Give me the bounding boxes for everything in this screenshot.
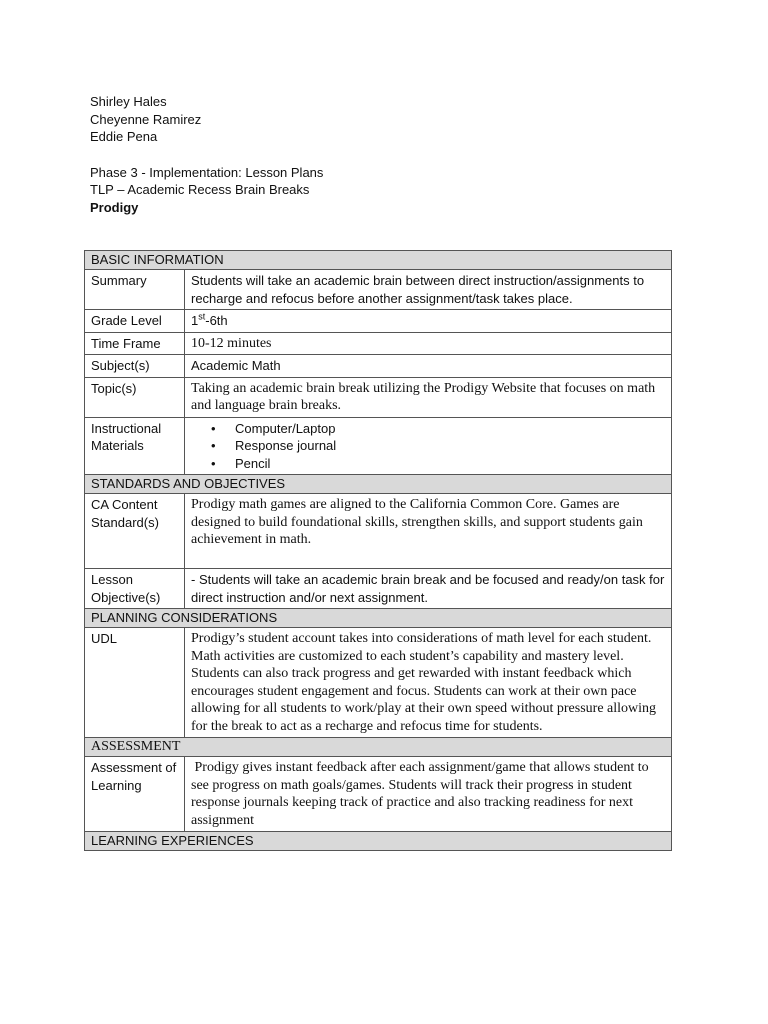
document-title: Prodigy (90, 199, 139, 215)
author-name: Cheyenne Ramirez (90, 111, 202, 127)
table-row (85, 757, 672, 832)
table-row (85, 628, 672, 738)
table-row (85, 377, 672, 417)
table-row (85, 310, 672, 333)
grade-superscript: st (198, 311, 206, 322)
row-label: CA Content Standard(s) (85, 494, 185, 569)
section-header-row (85, 251, 672, 270)
table-row (85, 569, 672, 609)
section-basic-information: BASIC INFORMATION (85, 251, 672, 270)
lesson-plan-table (84, 250, 672, 851)
list-item: • Computer/Laptop (191, 420, 666, 438)
list-item: • Response journal (191, 437, 666, 455)
materials-list (191, 420, 666, 473)
section-assessment: ASSESSMENT (85, 738, 672, 757)
row-value: Prodigy gives instant feedback after each assignment/game that allows student to see progress on math goals/games. Students will track their progress in student response journals keeping track of practice and also tracking readiness for next assignment (185, 757, 672, 832)
section-header-row (85, 738, 672, 757)
section-header-row (85, 475, 672, 494)
row-label: Subject(s) (85, 355, 185, 378)
row-label: Time Frame (85, 332, 185, 355)
row-value: 10-12 minutes (185, 332, 672, 355)
table-row (85, 494, 672, 569)
row-value (185, 417, 672, 475)
row-value: - Students will take an academic brain break and be focused and ready/on task for direct instruction and/or next assignment. (185, 569, 672, 609)
row-value: Prodigy math games are aligned to the California Common Core. Games are designed to build foundational skills, strengthen skills, and support students gain achievement in math. (185, 494, 672, 569)
section-standards-objectives: STANDARDS AND OBJECTIVES (85, 475, 672, 494)
table-row (85, 332, 672, 355)
row-label: Lesson Objective(s) (85, 569, 185, 609)
grade-start: 1 (191, 313, 199, 328)
section-header-row (85, 609, 672, 628)
row-value: Academic Math (185, 355, 672, 378)
grade-end: -6th (205, 313, 228, 328)
row-value: Prodigy’s student account takes into considerations of math level for each student. Math activities are customized to each student’s capability and mastery level. Students can also track progress and get rewarded with instant feedback which encourages student engagement and focus. Students can work at their own pace allowing for all students to work/play at their own speed without pressure allowing for the break to act as a recharge and refocus time for students. (185, 628, 672, 738)
row-label: UDL (85, 628, 185, 738)
row-value: Students will take an academic brain between direct instruction/assignments to recharge and refocus before another assignment/task takes place. (185, 270, 672, 310)
row-label: Instructional Materials (85, 417, 185, 475)
list-item: • Pencil (191, 455, 666, 473)
row-value (185, 310, 672, 333)
row-label: Summary (85, 270, 185, 310)
table-row (85, 417, 672, 475)
row-label: Grade Level (85, 310, 185, 333)
section-learning-experiences: LEARNING EXPERIENCES (85, 832, 672, 851)
phase-line: Phase 3 - Implementation: Lesson Plans (90, 164, 324, 180)
section-header-row (85, 832, 672, 851)
author-name: Shirley Hales (90, 94, 167, 109)
row-value: Taking an academic brain break utilizing the Prodigy Website that focuses on math and language brain breaks. (185, 377, 672, 417)
row-label: Assessment of Learning (85, 757, 185, 832)
document-header (90, 93, 323, 216)
tlp-line: TLP – Academic Recess Brain Breaks (90, 182, 310, 197)
table-row (85, 355, 672, 378)
table-row (85, 270, 672, 310)
section-planning-considerations: PLANNING CONSIDERATIONS (85, 609, 672, 628)
row-label: Topic(s) (85, 377, 185, 417)
author-name: Eddie Pena (90, 129, 158, 144)
